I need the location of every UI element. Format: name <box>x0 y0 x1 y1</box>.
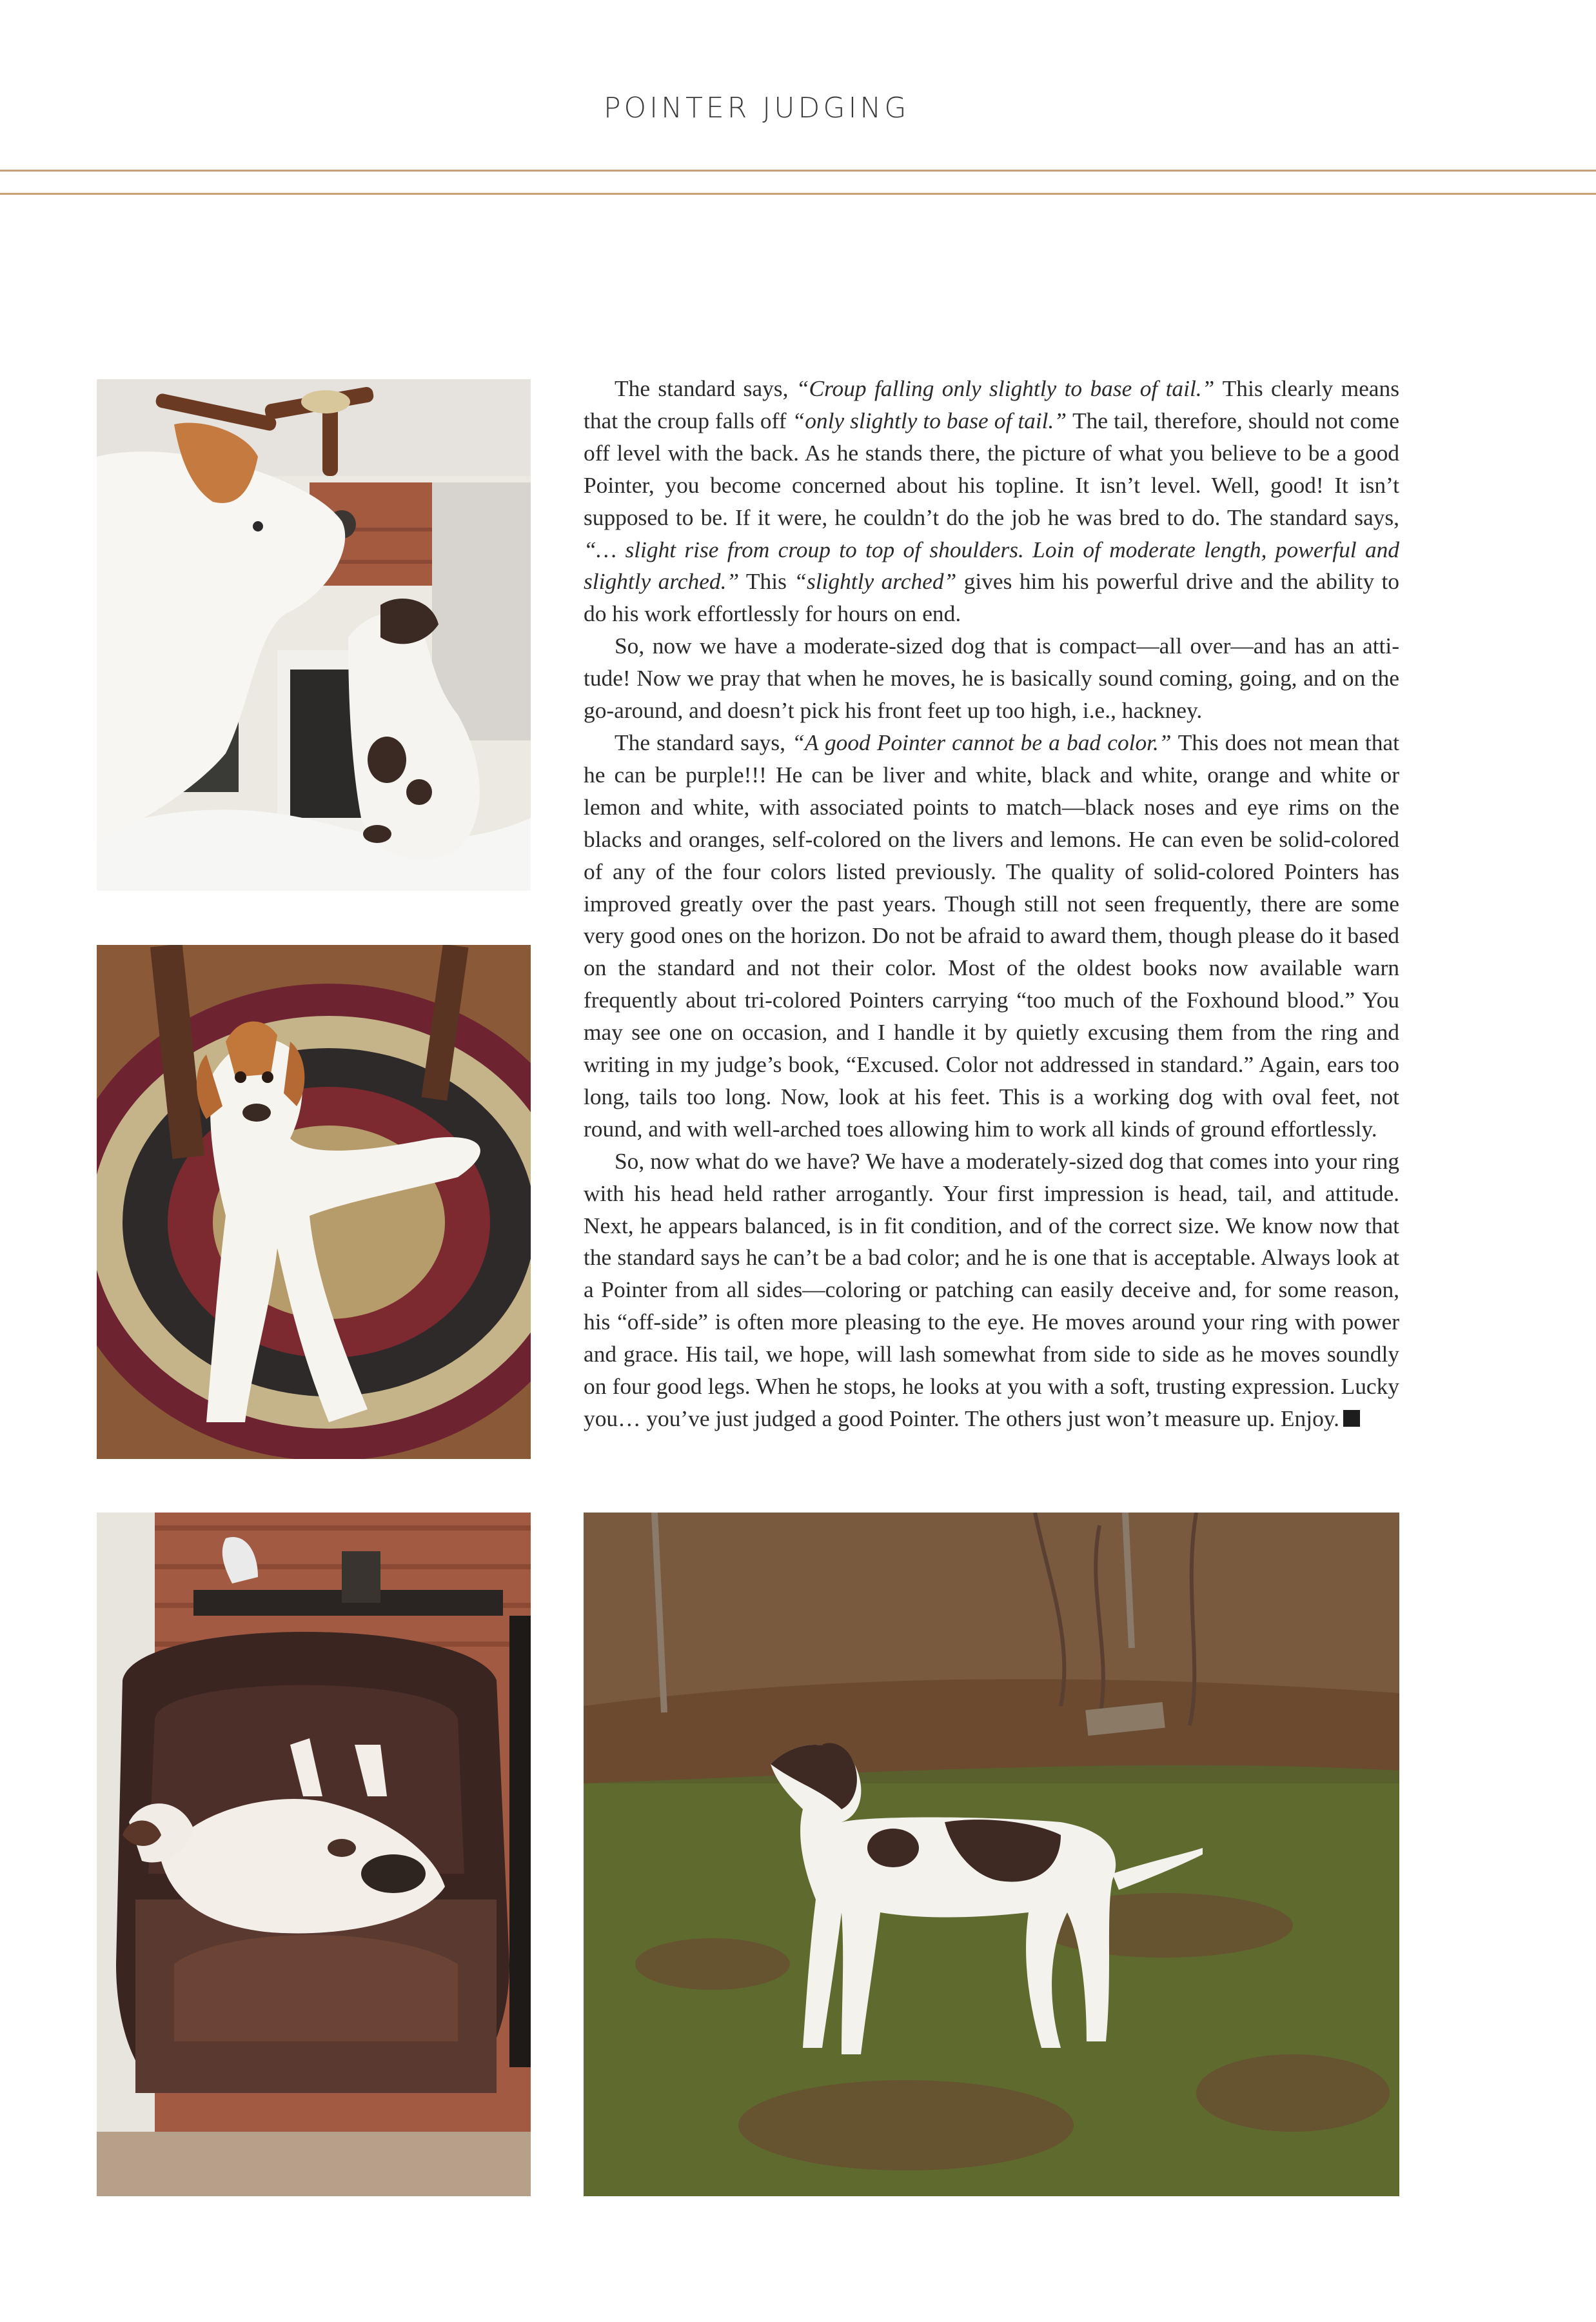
article-paragraph <box>584 727 1399 1146</box>
paragraph-text: The tail, therefore, should not come off level with the back. As he stands there, the picture of what you believe to be a good Pointer, you become concerned about his topline. It isn’t level. Well, good! It isn’t supposed to be. If it were, he couldn’t do the job he was bred to do. The standard says, <box>584 407 1399 530</box>
paragraph-text: This clearly means that the croup falls off <box>584 375 1399 433</box>
pointer-standing-yard-photo <box>584 1513 1399 2196</box>
header-rule <box>0 193 1596 195</box>
standard-quote: “A good Pointer cannot be a bad color.” <box>792 729 1178 755</box>
standard-quote: “… slight rise from croup to top of shoulders. Loin of moderate length, powerful and slightly arched.” <box>584 536 1399 595</box>
standard-quote: “slightly arched” <box>794 568 957 595</box>
paragraph-text: This does not mean that he can be purple!!! He can be liver and white, black and white, orange and white or lemon and white, with associated points to match—black noses and eye rims on the blacks and oranges, self-colored on the livers and lemons. He can even be solid-colored of any of the four colors listed previously. The quality of solid-colored Pointers has improved greatly over the past years. Though still not seen frequently, there are some very good ones on the horizon. Do not be afraid to award them, though please do it based on the standard and not their color. Most of the oldest books now available warn frequently about tri-colored Pointers carrying “too much of the Foxhound blood.” You may see one on occasion, and I handle it by quietly excusing them from the ring and writing in my judge’s book, “Excused. Color not addressed in standard.” Again, ears too long, tails too long. Now, look at his feet. This is a working dog with oval feet, not round, and with well-arched toes allowing him to work all kinds of ground effortlessly. <box>584 729 1399 1142</box>
standard-quote: “Croup falling only slightly to base of tail.” <box>796 375 1223 401</box>
header-rule <box>0 170 1596 172</box>
article-paragraph <box>584 630 1399 727</box>
paragraph-text: The standard says, <box>615 375 796 401</box>
paragraph-text: This <box>739 568 794 595</box>
pointers-indoor-photo <box>97 379 531 891</box>
pointer-on-recliner-photo <box>97 1513 531 2196</box>
paragraph-text: So, now what do we have? We have a moderately-sized dog that comes into your ring with his head held rather arrogantly. Your first impression is head, tail, and attitude. Next, he appears balanced, is in fit condition, and of the correct size. We know now that the standard says he can’t be a bad color; and he is one that is acceptable. Always look at a Pointer from all sides—coloring or patching can easily deceive and, for some reason, his “off-side” is often more pleasing to the eye. He moves around your ring with power and grace. His tail, we hope, will lash somewhat from side to side as he moves soundly on four good legs. When he stops, he looks at you with a soft, trusting expression. Lucky you… you’ve just judged a good Pointer. The others just won’t measure up. Enjoy. <box>584 1147 1399 1431</box>
paragraph-text: The standard says, <box>615 729 793 755</box>
running-header: POINTER JUDGING <box>604 92 910 124</box>
end-mark-icon <box>1343 1410 1360 1427</box>
article-paragraph <box>584 1146 1399 1435</box>
standard-quote: “only slightly to base of tail.” <box>792 407 1073 433</box>
paragraph-text: gives him his powerful drive and the ability to do his work effortlessly for hours on end. <box>584 568 1399 627</box>
paragraph-text: So, now we have a moderate-sized dog that is compact—all over—and has an attitude! Now we pray that when he moves, he is basically sound coming, going, and on the go-around, and doesn’t pick his front feet up too high, i.e., hackney. <box>584 633 1399 724</box>
pointer-on-rug-photo <box>97 945 531 1459</box>
article-body <box>584 373 1399 1435</box>
article-paragraph <box>584 373 1399 630</box>
